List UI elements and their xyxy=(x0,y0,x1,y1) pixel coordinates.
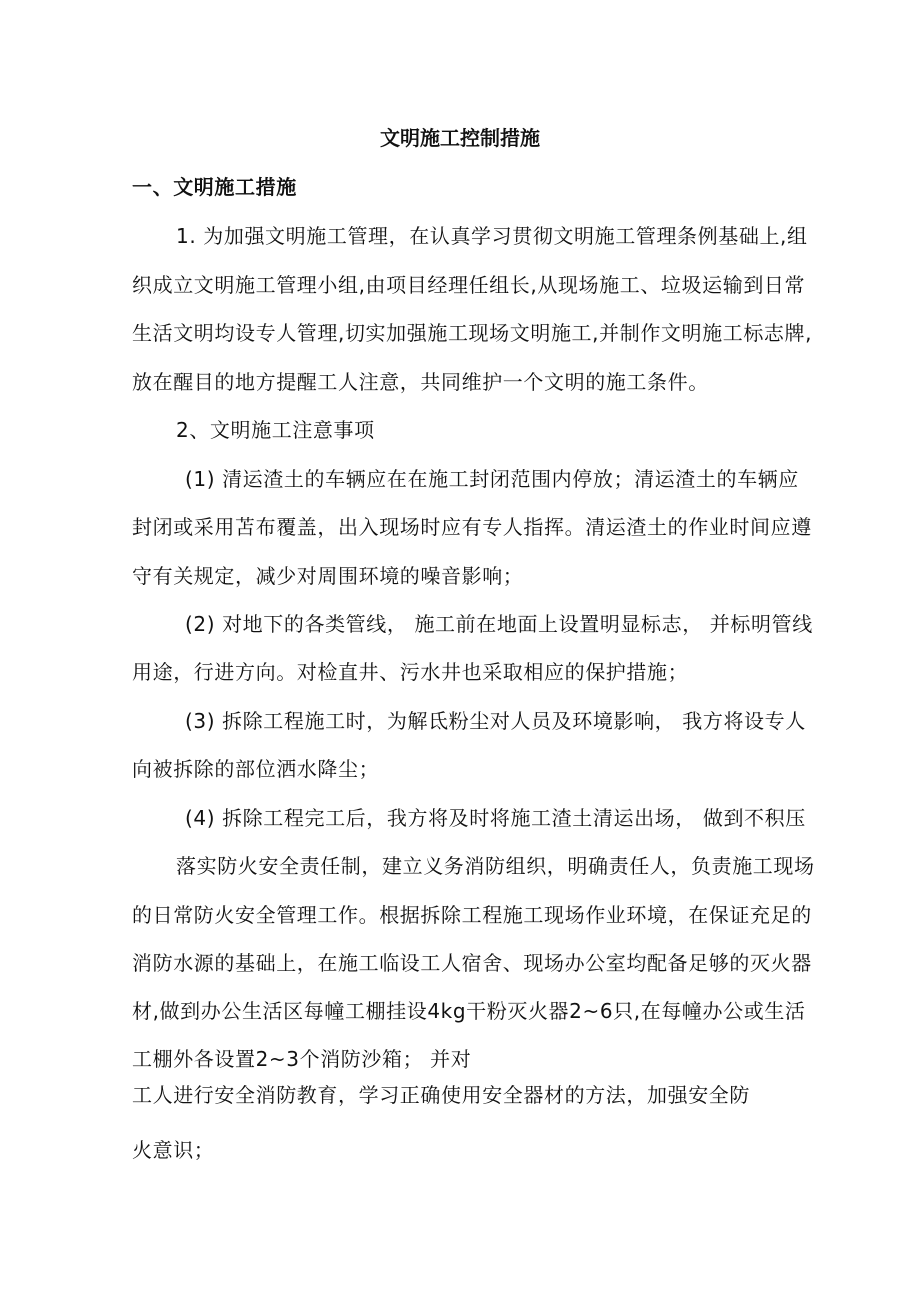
text-line: (2) 对地下的各类管线， 施工前在地面上设置明显标志， 并标明管线 xyxy=(185,612,813,636)
text-line: 火意识； xyxy=(132,1138,215,1162)
text-line: 向被拆除的部位洒水降尘； xyxy=(132,757,380,781)
text-line: 的日常防火安全管理工作。根据拆除工程施工现场作业环境，在保证充足的 xyxy=(132,903,812,927)
text-line: 用途，行进方向。对检直井、污水井也采取相应的保护措施； xyxy=(132,660,689,684)
text-line: (4) 拆除工程完工后，我方将及时将施工渣土清运出场， 做到不积压 xyxy=(185,806,806,830)
text-line: 织成立文明施工管理小组,由项目经理任组长,从现场施工、垃圾运输到日常 xyxy=(132,273,806,297)
text-line: 1. 为加强文明施工管理，在认真学习贯彻文明施工管理条例基础上,组 xyxy=(176,224,808,248)
text-line: 消防水源的基础上，在施工临设工人宿舍、现场办公室均配备足够的灭火器 xyxy=(132,951,812,975)
section-heading: 一、文明施工措施 xyxy=(132,175,297,199)
text-line: 生活文明均设专人管理,切实加强施工现场文明施工,并制作文明施工标志牌, xyxy=(132,321,813,345)
subheading: 2、文明施工注意事项 xyxy=(176,418,375,442)
document-title: 文明施工控制措施 xyxy=(380,126,540,150)
text-line: 守有关规定，减少对周围环境的噪音影响； xyxy=(132,564,524,588)
text-line: 封闭或采用苫布覆盖，出入现场时应有专人指挥。清运渣土的作业时间应遵 xyxy=(132,515,812,539)
text-line: (1) 清运渣土的车辆应在在施工封闭范围内停放；清运渣土的车辆应 xyxy=(185,467,799,491)
text-line: (3) 拆除工程施工时，为解氐粉尘对人员及环境影响， 我方将设专人 xyxy=(185,709,806,733)
text-line: 工人进行安全消防教育，学习正确使用安全器材的方法，加强安全防 xyxy=(132,1083,750,1107)
text-line: 材,做到办公生活区每幢工棚挂设4kg干粉灭火器2~6只,在每幢办公或生活 xyxy=(132,999,806,1023)
text-line: 工棚外各设置2~3个消防沙箱； 并对 xyxy=(132,1047,472,1071)
text-line: 落实防火安全责任制，建立义务消防组织，明确责任人，负责施工现场 xyxy=(176,854,815,878)
text-line: 放在醒目的地方提醒工人注意，共同维护一个文明的施工条件。 xyxy=(132,370,709,394)
